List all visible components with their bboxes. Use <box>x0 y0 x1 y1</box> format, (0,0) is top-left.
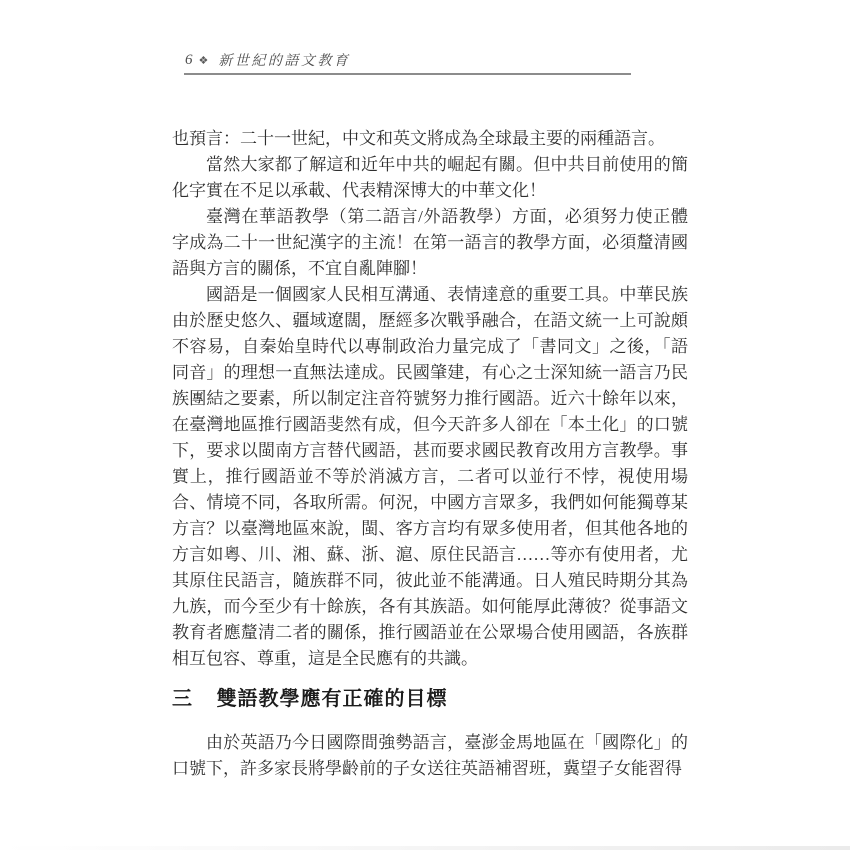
text-line: 教育者應釐清二者的關係，推行國語並在公眾場合使用國語，各族群 <box>172 623 688 642</box>
section-title: 雙語教學應有正確的目標 <box>216 688 448 710</box>
text-line: 臺灣在華語教學（第二語言/外語教學）方面，必須努力使正體 <box>206 207 688 226</box>
text-line: 國語是一個國家人民相互溝通、表情達意的重要工具。中華民族 <box>206 285 688 304</box>
text-line: 口號下，許多家長將學齡前的子女送往英語補習班，冀望子女能習得 <box>172 759 682 778</box>
running-header <box>185 50 350 70</box>
text-line: 由於英語乃今日國際間強勢語言，臺澎金馬地區在「國際化」的 <box>206 733 688 752</box>
paragraph <box>172 730 688 782</box>
paragraph <box>172 204 688 282</box>
text-line: 語與方言的關係，不宜自亂陣腳！ <box>172 259 427 278</box>
text-line: 實上，推行國語並不等於消滅方言，二者可以並行不悖，視使用場 <box>172 467 688 486</box>
running-title: 新世紀的語文教育 <box>218 54 351 69</box>
text-line: 化字實在不足以承載、代表精深博大的中華文化！ <box>172 181 546 200</box>
header-rule <box>184 73 631 75</box>
section-number: 三 <box>172 688 192 710</box>
text-line: 同音」的理想一直無法達成。民國肇建，有心之士深知統一語言乃民 <box>172 363 688 382</box>
florette-icon: ❖ <box>198 54 209 67</box>
text-line: 字成為二十一世紀漢字的主流！在第一語言的教學方面，必須釐清國 <box>172 233 688 252</box>
text-line: 下，要求以閩南方言替代國語，甚而要求國民教育改用方言教學。事 <box>172 441 688 460</box>
text-line: 族團結之要素，所以制定注音符號努力推行國語。近六十餘年以來， <box>172 389 688 408</box>
page-number: 6 <box>185 51 193 68</box>
text-line: 也預言：二十一世紀，中文和英文將成為全球最主要的兩種語言。 <box>172 129 665 148</box>
text-line: 方言？以臺灣地區來說，閩、客方言均有眾多使用者，但其他各地的 <box>172 519 688 538</box>
page-body <box>172 126 688 782</box>
closing-paragraph-list <box>172 730 688 782</box>
paragraph <box>172 282 688 672</box>
paragraph-list <box>172 126 688 672</box>
text-line: 不容易，自秦始皇時代以專制政治力量完成了「書同文」之後，「語 <box>172 337 688 356</box>
text-line: 方言如粵、川、湘、蘇、浙、滬、原住民語言……等亦有使用者，尤 <box>172 545 688 564</box>
paragraph <box>172 126 688 152</box>
scan-edge-artifact <box>0 846 850 850</box>
text-line: 相互包容、尊重，這是全民應有的共識。 <box>172 649 478 668</box>
text-line: 其原住民語言，隨族群不同，彼此並不能溝通。日人殖民時期分其為 <box>172 571 688 590</box>
section-heading <box>172 685 688 713</box>
text-line: 合、情境不同，各取所需。何況，中國方言眾多，我們如何能獨尊某 <box>172 493 688 512</box>
text-line: 由於歷史悠久、疆域遼闊，歷經多次戰爭融合，在語文統一上可說頗 <box>172 311 688 330</box>
text-line: 在臺灣地區推行國語斐然有成，但今天許多人卻在「本土化」的口號 <box>172 415 688 434</box>
paragraph <box>172 152 688 204</box>
text-line: 當然大家都了解這和近年中共的崛起有關。但中共目前使用的簡 <box>206 155 688 174</box>
text-line: 九族，而今至少有十餘族，各有其族語。如何能厚此薄彼？從事語文 <box>172 597 688 616</box>
